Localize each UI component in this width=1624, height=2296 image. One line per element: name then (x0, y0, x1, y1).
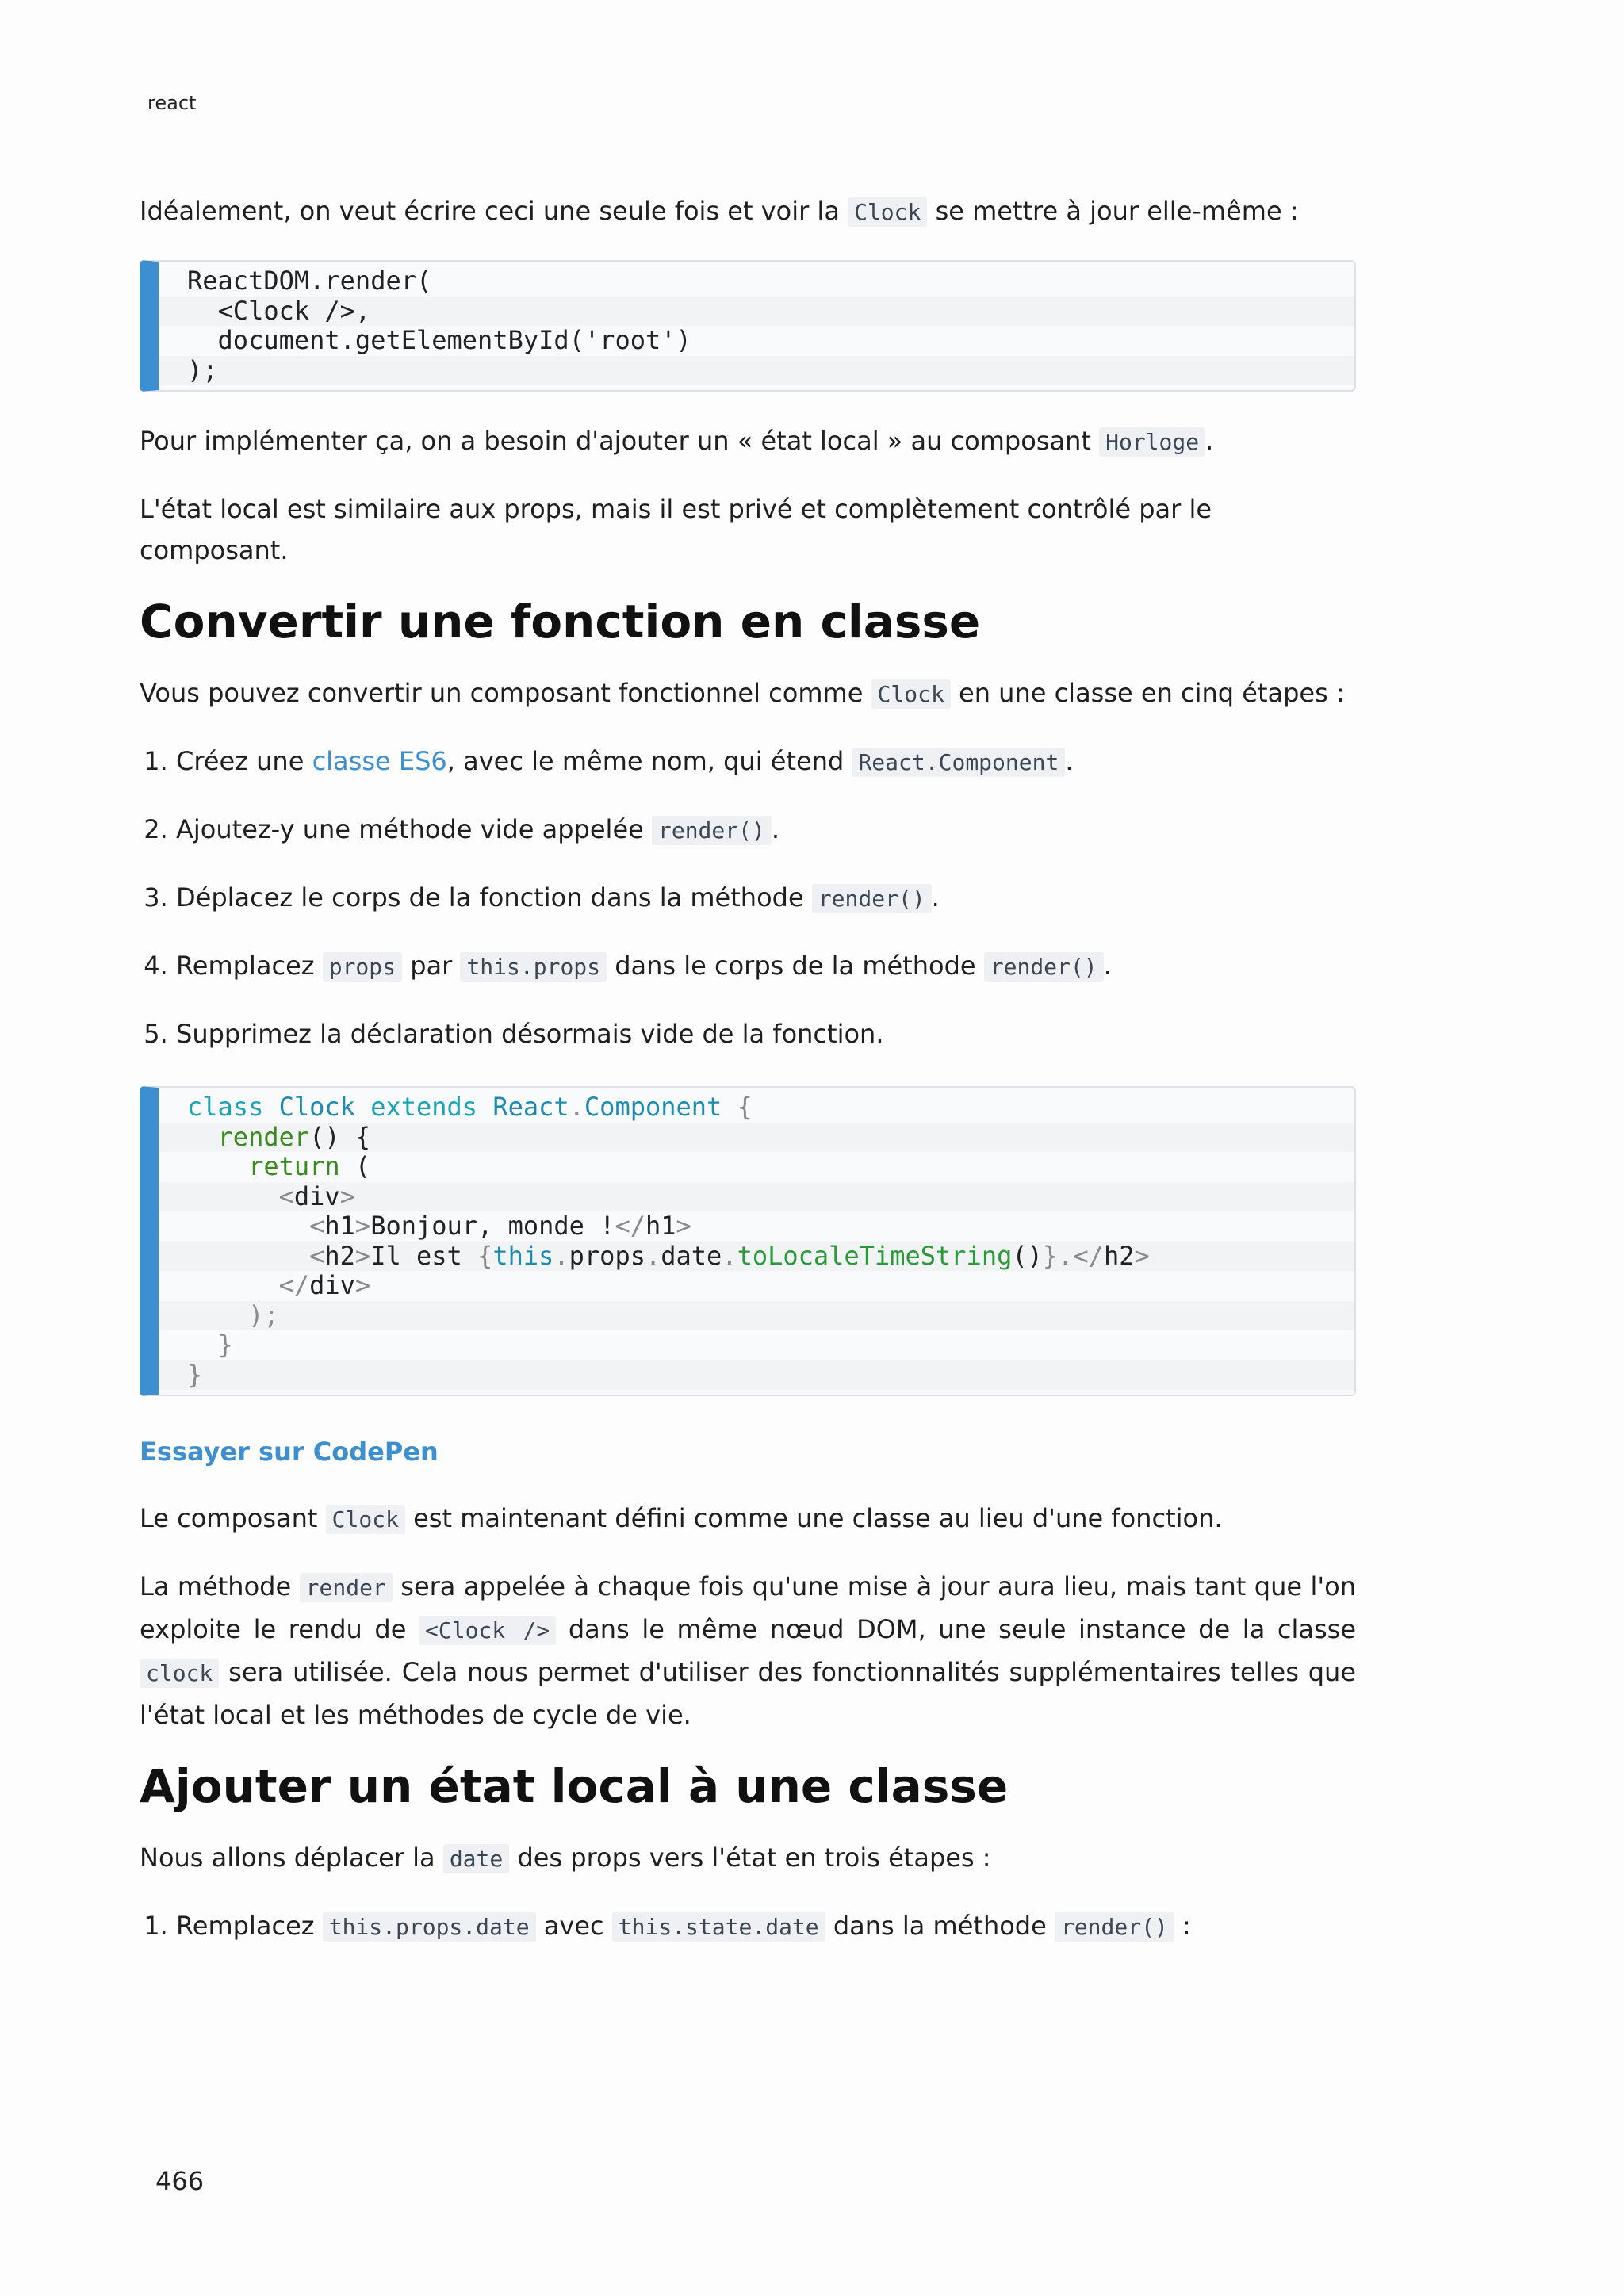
text: Ajoutez-y une méthode vide appelée (176, 814, 644, 844)
inline-code: Clock (871, 679, 951, 709)
text: dans le corps de la méthode (615, 951, 976, 981)
inline-code: render() (1055, 1912, 1174, 1942)
inline-code: this.state.date (612, 1912, 825, 1942)
text: . (1103, 951, 1112, 981)
code-line: class Clock extends React.Component { (187, 1092, 753, 1122)
codepen-link[interactable]: Essayer sur CodePen (140, 1437, 439, 1467)
text: Pour implémenter ça, on a besoin d'ajouter un « état local » au composant (140, 426, 1091, 456)
code-line: </div> (278, 1270, 371, 1300)
text: en une classe en cinq étapes : (959, 678, 1345, 708)
inline-code: render() (812, 884, 932, 913)
section-heading: Convertir une fonction en classe (140, 595, 981, 649)
code-line: ); (159, 356, 1354, 386)
text: Créez une (176, 746, 304, 776)
inline-code: date (443, 1844, 509, 1873)
inline-code: render() (984, 952, 1104, 982)
code-block-render (140, 260, 1356, 392)
paragraph (140, 672, 1356, 715)
inline-code: React.Component (852, 748, 1065, 777)
inline-code: clock (140, 1659, 219, 1688)
running-head: react (147, 92, 197, 114)
steps-list (140, 1905, 1356, 1948)
text: des props vers l'état en trois étapes : (517, 1843, 991, 1873)
paragraph (140, 1566, 1356, 1735)
code-line: document.getElementById('root') (187, 325, 691, 355)
text: Le composant (140, 1503, 318, 1533)
inline-code: <Clock /> (419, 1616, 556, 1645)
code-line: <h1>Bonjour, monde !</h1> (309, 1211, 691, 1241)
text: sera utilisée. Cela nous permet d'utiliser des fonctionnalités supplémentaires telles que l'état local et les méthodes de cycle de vie. (140, 1657, 1357, 1730)
text: . (1065, 746, 1074, 776)
inline-code: props (323, 952, 402, 982)
list-item (176, 1905, 1356, 1948)
list-item (176, 877, 1356, 920)
inline-code: Clock (326, 1505, 405, 1534)
text: . (771, 814, 780, 844)
paragraph (140, 1498, 1356, 1540)
text: par (410, 951, 453, 981)
code-line: ReactDOM.render( (187, 266, 432, 296)
text: Remplacez (176, 1911, 315, 1941)
text: Nous allons déplacer la (140, 1843, 435, 1873)
code-line: return ( (248, 1151, 371, 1181)
page-content (140, 190, 1356, 1948)
text: Vous pouvez convertir un composant fonctionnel comme (140, 678, 864, 708)
text: Remplacez (176, 951, 315, 981)
inline-code: render (300, 1573, 393, 1602)
text: . (931, 882, 940, 913)
es6-class-link[interactable]: classe ES6 (312, 746, 447, 776)
code-line: <Clock />, (159, 297, 1354, 327)
section-heading: Ajouter un état local à une classe (140, 1759, 1009, 1813)
paragraph (140, 1837, 1356, 1880)
text: . (1205, 426, 1214, 456)
text: Déplacez le corps de la fonction dans la méthode (176, 882, 804, 913)
page-number: 466 (155, 2166, 205, 2196)
text: , avec le même nom, qui étend (446, 746, 845, 776)
text: : (1182, 1911, 1191, 1941)
text: La méthode (140, 1571, 292, 1601)
text: sera appelée à chaque fois qu'une mise à jour aura lieu, mais tant que l'on exploite le rendu de (140, 1571, 1357, 1644)
text: dans la méthode (833, 1911, 1047, 1941)
text: dans le même nœud DOM, une seule instance de la classe (568, 1614, 1357, 1644)
text: Supprimez la déclaration désormais vide de la fonction. (176, 1019, 884, 1049)
text: Idéalement, on veut écrire ceci une seule fois et voir la (140, 196, 840, 226)
text: est maintenant défini comme une classe au lieu d'une fonction. (413, 1503, 1223, 1533)
code-line: ); (159, 1301, 1354, 1331)
code-line: } (217, 1330, 233, 1360)
code-line: } (159, 1360, 1354, 1391)
text: se mettre à jour elle-même : (935, 196, 1299, 226)
inline-code: Clock (848, 197, 927, 227)
list-item (176, 945, 1356, 988)
inline-code: this.props.date (323, 1912, 536, 1942)
inline-code: this.props (460, 952, 607, 982)
list-item (176, 1013, 1356, 1054)
inline-code: render() (652, 816, 772, 845)
paragraph (140, 420, 1356, 463)
code-block-clock-class (140, 1086, 1356, 1396)
paragraph (140, 190, 1356, 233)
list-item (176, 740, 1356, 783)
steps-list (140, 740, 1356, 1054)
text: avec (543, 1911, 604, 1941)
code-line: <h2>Il est {this.props.date.toLocaleTimeString()}.</h2> (159, 1242, 1354, 1272)
paragraph: L'état local est similaire aux props, mais il est privé et complètement contrôlé par le composant. (140, 494, 1212, 565)
inline-code: Horloge (1099, 427, 1205, 457)
list-item (176, 809, 1356, 851)
code-line: <div> (159, 1182, 1354, 1212)
code-line: render() { (159, 1123, 1354, 1153)
